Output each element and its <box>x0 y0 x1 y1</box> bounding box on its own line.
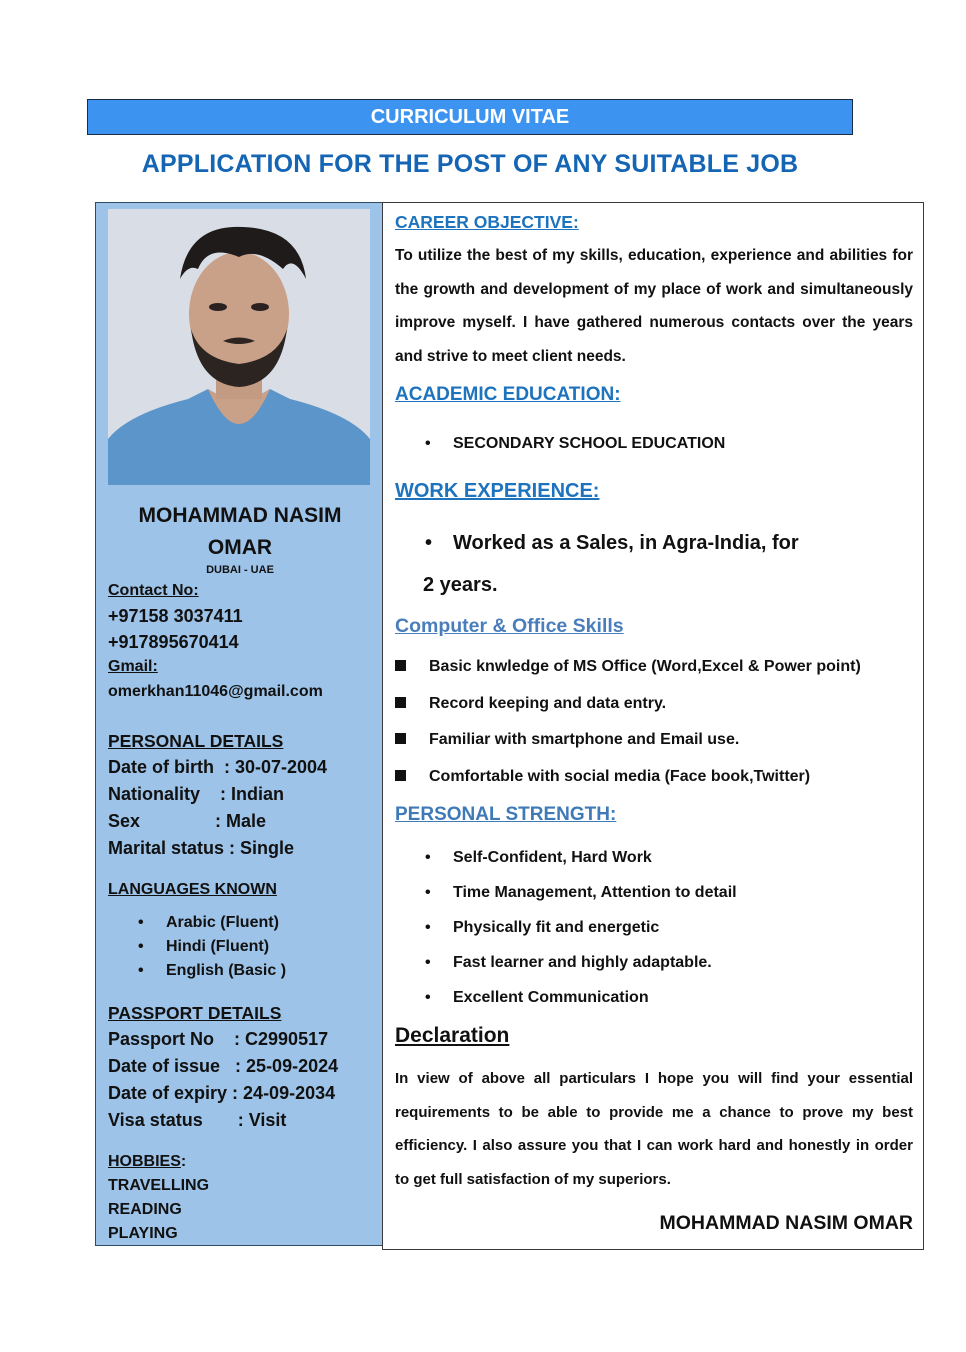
language-item <box>108 911 378 935</box>
hobby-item: READING <box>108 1201 182 1218</box>
square-bullet-icon <box>395 686 429 723</box>
work-line-2: 2 years. <box>423 574 498 596</box>
skill-text: Comfortable with social media (Face book,Twitter) <box>429 767 811 785</box>
declaration-text: In view of above all particulars I hope you will find your essential requirements to be able to provide me a chance to prove my best efficiency. I also assure you that I can work hard and honestly in order to get full satisfaction of my superiors. <box>395 1070 913 1188</box>
personal-details-section <box>108 728 378 862</box>
passport-section <box>108 1000 378 1134</box>
bullet-icon: • <box>425 532 433 554</box>
page-title: APPLICATION FOR THE POST OF ANY SUITABLE JOB <box>141 150 799 178</box>
detail-key: Sex <box>108 811 216 831</box>
detail-value: : Visit <box>237 1110 287 1130</box>
detail-row-nationality <box>108 781 378 808</box>
bullet-icon: • <box>138 914 144 931</box>
email-label: Gmail: <box>108 658 158 675</box>
skill-text: Record keeping and data entry. <box>429 694 667 712</box>
personal-details-heading: PERSONAL DETAILS <box>108 731 284 751</box>
skill-item <box>395 649 913 686</box>
bullet-icon: • <box>425 849 431 866</box>
sidebar <box>95 202 383 1246</box>
passport-row-visa <box>108 1107 378 1134</box>
strength-text: Excellent Communication <box>453 989 649 1006</box>
bullet-icon: • <box>425 919 431 936</box>
declaration-heading: Declaration <box>395 1024 510 1047</box>
language-item <box>108 959 378 983</box>
language-text: Hindi (Fluent) <box>166 938 270 955</box>
detail-key: Marital status <box>108 838 230 858</box>
name-line-1: MOHAMMAD NASIM <box>138 504 342 527</box>
detail-row-marital <box>108 835 378 862</box>
passport-row-expiry <box>108 1080 378 1107</box>
detail-key: Passport No <box>108 1029 235 1049</box>
strength-text: Fast learner and highly adaptable. <box>453 954 712 971</box>
bullet-icon: • <box>425 954 431 971</box>
name-line-2: OMAR <box>207 536 273 559</box>
strength-item <box>395 840 913 875</box>
passport-row-number <box>108 1026 378 1053</box>
hobbies-colon: : <box>180 1153 187 1170</box>
candidate-name <box>96 500 384 564</box>
hobbies-section <box>108 1150 378 1246</box>
language-item <box>108 935 378 959</box>
education-item <box>395 426 913 461</box>
square-bullet-icon <box>395 649 429 686</box>
detail-value: : 30-07-2004 <box>224 757 328 777</box>
work-line-1 <box>395 522 913 564</box>
education-text: SECONDARY SCHOOL EDUCATION <box>453 435 726 452</box>
passport-heading: PASSPORT DETAILS <box>108 1003 282 1023</box>
strength-item <box>395 980 913 1015</box>
hobbies-heading-text: HOBBIES <box>108 1153 181 1170</box>
skill-item <box>395 759 913 796</box>
computer-skills-heading: Computer & Office Skills <box>395 615 624 637</box>
hobby-item: PLAYING <box>108 1225 178 1242</box>
computer-skills-list <box>395 649 913 795</box>
career-objective-text: To utilize the best of my skills, education, experience and abilities for the growth and development of my place of work and simultaneously improve myself. I have gathered numerous contacts over the years and strive to meet client needs. <box>395 247 913 365</box>
detail-key: Date of issue <box>108 1056 236 1076</box>
passport-row-issue <box>108 1053 378 1080</box>
detail-key: Nationality <box>108 784 221 804</box>
skill-text: Basic knwledge of MS Office (Word,Excel & Power point) <box>429 658 861 675</box>
career-objective-heading: CAREER OBJECTIVE: <box>395 212 579 232</box>
strength-item <box>395 875 913 910</box>
detail-key: Date of expiry <box>108 1083 233 1103</box>
phone-1: +97158 3037411 <box>108 606 243 626</box>
work-experience-heading: WORK EXPERIENCE: <box>395 480 600 502</box>
work-experience-item <box>395 522 913 606</box>
personal-strength-list <box>395 840 913 1015</box>
detail-value: : Indian <box>220 784 285 804</box>
languages-heading: LANGUAGES KNOWN <box>108 881 277 898</box>
bullet-icon: • <box>425 884 431 901</box>
bullet-icon: • <box>425 989 431 1006</box>
bullet-icon: • <box>138 962 144 979</box>
profile-photo <box>108 209 370 485</box>
square-bullet-icon <box>395 759 429 796</box>
strength-text: Time Management, Attention to detail <box>453 884 737 901</box>
academic-education-heading: ACADEMIC EDUCATION: <box>395 384 621 405</box>
detail-value: : 24-09-2034 <box>232 1083 336 1103</box>
detail-key: Date of birth <box>108 757 224 777</box>
strength-item <box>395 910 913 945</box>
contact-label: Contact No: <box>108 582 199 599</box>
phone-2: +917895670414 <box>108 632 239 652</box>
hobbies-heading <box>108 1150 378 1174</box>
person-portrait-icon <box>108 209 370 485</box>
bullet-icon: • <box>425 435 431 452</box>
language-text: Arabic (Fluent) <box>166 914 279 931</box>
language-text: English (Basic ) <box>166 962 287 979</box>
detail-value: : Single <box>229 838 295 858</box>
detail-value: : Male <box>215 811 267 831</box>
cv-banner: CURRICULUM VITAE <box>87 99 853 135</box>
email-address: omerkhan11046@gmail.com <box>108 683 323 700</box>
contact-section <box>108 579 378 705</box>
education-list <box>395 426 913 461</box>
skill-item <box>395 722 913 759</box>
personal-strength-heading: PERSONAL STRENGTH: <box>395 804 617 825</box>
detail-value: : 25-09-2024 <box>235 1056 339 1076</box>
detail-row-dob <box>108 754 378 781</box>
strength-text: Self-Confident, Hard Work <box>453 849 652 866</box>
skill-item <box>395 686 913 723</box>
main-content <box>382 202 924 1250</box>
bullet-icon: • <box>138 938 144 955</box>
hobby-item: TRAVELLING <box>108 1177 210 1194</box>
detail-value: : C2990517 <box>234 1029 329 1049</box>
detail-key: Visa status <box>108 1110 238 1130</box>
detail-row-sex <box>108 808 378 835</box>
square-bullet-icon <box>395 722 429 759</box>
strength-item <box>395 945 913 980</box>
skill-text: Familiar with smartphone and Email use. <box>429 731 740 748</box>
strength-text: Physically fit and energetic <box>453 919 660 936</box>
work-text: Worked as a Sales, in Agra-India, for <box>453 532 799 554</box>
languages-section <box>108 879 378 983</box>
location: DUBAI - UAE <box>206 564 274 576</box>
signature: MOHAMMAD NASIM OMAR <box>659 1212 913 1234</box>
